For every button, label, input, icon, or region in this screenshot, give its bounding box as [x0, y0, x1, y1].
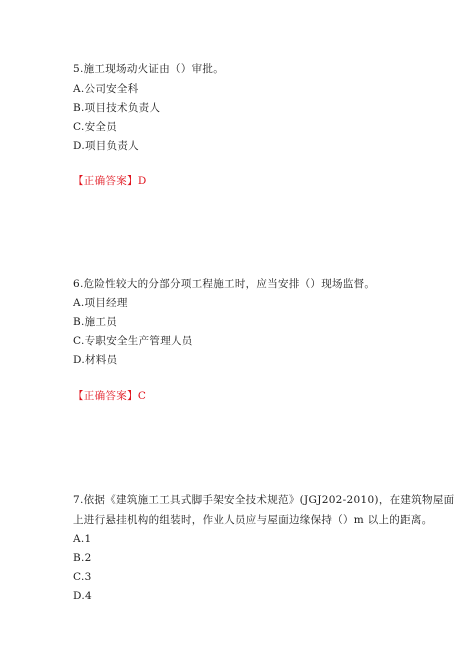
option-c: C.3	[73, 571, 92, 583]
question-stem: 5.施工现场动火证由（）审批。	[73, 63, 225, 75]
correct-answer	[73, 389, 146, 403]
option-b: B.施工员	[73, 316, 118, 328]
answer-value: D	[137, 175, 147, 187]
option-a: A.公司安全科	[73, 83, 139, 95]
option-c: C.专职安全生产管理人员	[73, 335, 193, 347]
question-stem: 6.危险性较大的分部分项工程施工时，应当安排（）现场监督。	[73, 278, 376, 290]
option-d: D.材料员	[73, 354, 118, 366]
option-a: A.项目经理	[73, 297, 128, 309]
option-d: D.项目负责人	[73, 140, 139, 152]
question-stem-line-2: 上进行悬挂机构的组装时，作业人员应与屋面边缘保持（）m 以上的距离。	[73, 514, 433, 526]
correct-answer	[73, 174, 147, 188]
answer-label: 【正确答案】	[73, 175, 138, 187]
option-b: B.项目技术负责人	[73, 102, 161, 114]
option-b: B.2	[73, 552, 92, 564]
answer-label: 【正确答案】	[73, 390, 138, 402]
option-a: A.1	[73, 533, 92, 545]
option-d: D.4	[73, 590, 92, 602]
answer-value: C	[137, 390, 147, 402]
question-stem-line-1: 7.依据《建筑施工工具式脚手架安全技术规范》(JGJ202-2010)，在建筑物屋面	[73, 494, 455, 506]
option-c: C.安全员	[73, 121, 117, 133]
